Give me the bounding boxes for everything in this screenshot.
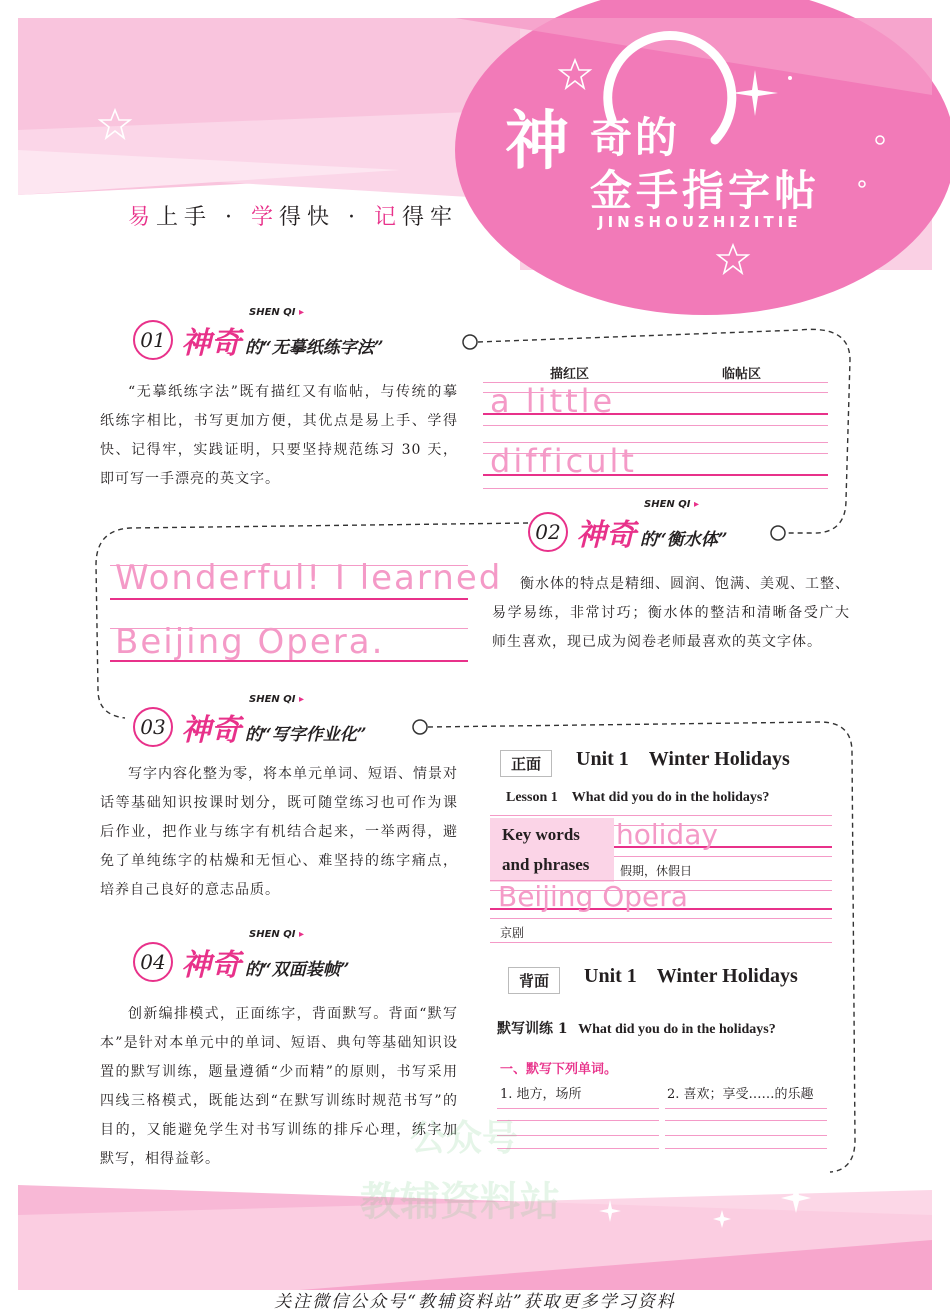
tagline <box>128 200 458 231</box>
section-number: 01 <box>133 320 173 360</box>
footer-note: 关注微信公众号“教辅资料站”获取更多学习资料 <box>274 1292 676 1312</box>
section-subtitle: 的“衡水体” <box>640 529 728 550</box>
back-item-1: 1. 地方，场所 <box>500 1087 582 1102</box>
copying-area-label: 临帖区 <box>722 367 762 382</box>
hero-title-line1: 奇的 <box>590 113 681 162</box>
tagline-key3: 记 <box>374 205 403 230</box>
back-drill: 默写训练 1 What did you do in the holidays? <box>497 1021 776 1037</box>
section-subtitle: 的“无摹纸练字法” <box>245 337 384 358</box>
section-02-header <box>528 498 728 554</box>
section-number: 02 <box>528 512 568 552</box>
front-word-2: Beijing Opera <box>498 880 688 913</box>
section-04-text: 创新编排模式，正面练字，背面默写。背面“默写本”是针对本单元中的单词、短语、典句等基础知识设置的默写训练，题量遵循“少而精”的原则，书写采用四线三格模式，既能达到“在默写训练时规范书写”的目的，又能避免学生对书写训练的排斥心理，练字加默写，相得益彰。 <box>100 1006 458 1167</box>
watermark-line2: 教辅资料站 <box>360 1179 560 1225</box>
section-subtitle: 的“写字作业化” <box>245 724 367 745</box>
section-03-text: 写字内容化整为零，将本单元单词、短语、情景对话等基础知识按课时划分，既可随堂练习也可作为课后作业，把作业与练字有机结合起来，一举两得，避免了单纯练字的枯燥和无恒心、难坚持的练字痛点，培养自己良好的意志品质。 <box>100 766 458 898</box>
key-words-line2: and phrases <box>502 855 590 874</box>
shenqi-pinyin: SHEN QI ▸ <box>249 306 304 318</box>
sample-sentence-line2: Beijing Opera. <box>115 622 385 662</box>
shenqi-pinyin: SHEN QI ▸ <box>249 693 304 705</box>
key-words-box <box>490 818 614 882</box>
tagline-sep1: · <box>212 205 252 230</box>
sample-word-2: difficult <box>490 442 637 480</box>
tagline-sep2: · <box>335 205 375 230</box>
hero-big-character: 神 <box>505 104 569 179</box>
front-label: 正面 <box>500 750 552 777</box>
section-01-header <box>133 306 384 362</box>
section-04-header <box>133 928 350 984</box>
watermark-line1: 公众号 <box>410 1118 519 1159</box>
section-03-header <box>133 693 367 749</box>
shenqi-title: 神奇 <box>181 326 241 361</box>
sample-sentence-line1: Wonderful! I learned <box>115 558 503 598</box>
back-item-2: 2. 喜欢；享受……的乐趣 <box>667 1087 814 1102</box>
tagline-rest2: 得快 <box>279 205 336 230</box>
section-01-text: “无摹纸练字法”既有描红又有临帖，与传统的摹纸练字相比，书写更加方便，其优点是易上手、学得快、记得牢，实践证明，只要坚持规范练习 30 天，即可写一手漂亮的英文字。 <box>100 384 458 487</box>
back-unit: Unit 1 Winter Holidays <box>584 965 798 987</box>
tagline-rest1: 上手 <box>156 205 213 230</box>
hero-title-line2: 金手指字帖 <box>590 166 821 215</box>
shenqi-pinyin: SHEN QI ▸ <box>644 498 699 510</box>
shenqi-pinyin: SHEN QI ▸ <box>249 928 304 940</box>
front-word-1: holiday <box>616 818 718 851</box>
hero-subtitle: JINSHOUZHIZITIE <box>598 213 802 231</box>
sample-word-1: a little <box>490 382 616 420</box>
back-label: 背面 <box>508 967 560 994</box>
tagline-rest3: 得牢 <box>402 205 459 230</box>
front-lesson: Lesson 1 What did you do in the holidays? <box>506 790 770 805</box>
tagline-key2: 学 <box>251 205 280 230</box>
tracing-area-label: 描红区 <box>550 367 590 382</box>
front-unit: Unit 1 Winter Holidays <box>576 748 790 770</box>
shenqi-title: 神奇 <box>181 948 241 983</box>
section-number: 04 <box>133 942 173 982</box>
front-word-1-cn: 假期，休假日 <box>620 864 693 878</box>
section-02-text: 衡水体的特点是精细、圆润、饱满、美观、工整、易学易练，非常讨巧；衡水体的整洁和清晰备受广大师生喜欢，现已成为阅卷老师最喜欢的英文字体。 <box>492 576 850 650</box>
back-task: 一、默写下列单词。 <box>500 1062 618 1077</box>
section-number: 03 <box>133 707 173 747</box>
key-words-line1: Key words <box>502 825 580 844</box>
section-subtitle: 的“双面装帧” <box>245 959 350 980</box>
shenqi-title: 神奇 <box>576 518 636 553</box>
front-word-2-cn: 京剧 <box>500 926 525 940</box>
tagline-key1: 易 <box>128 205 157 230</box>
shenqi-title: 神奇 <box>181 713 241 748</box>
